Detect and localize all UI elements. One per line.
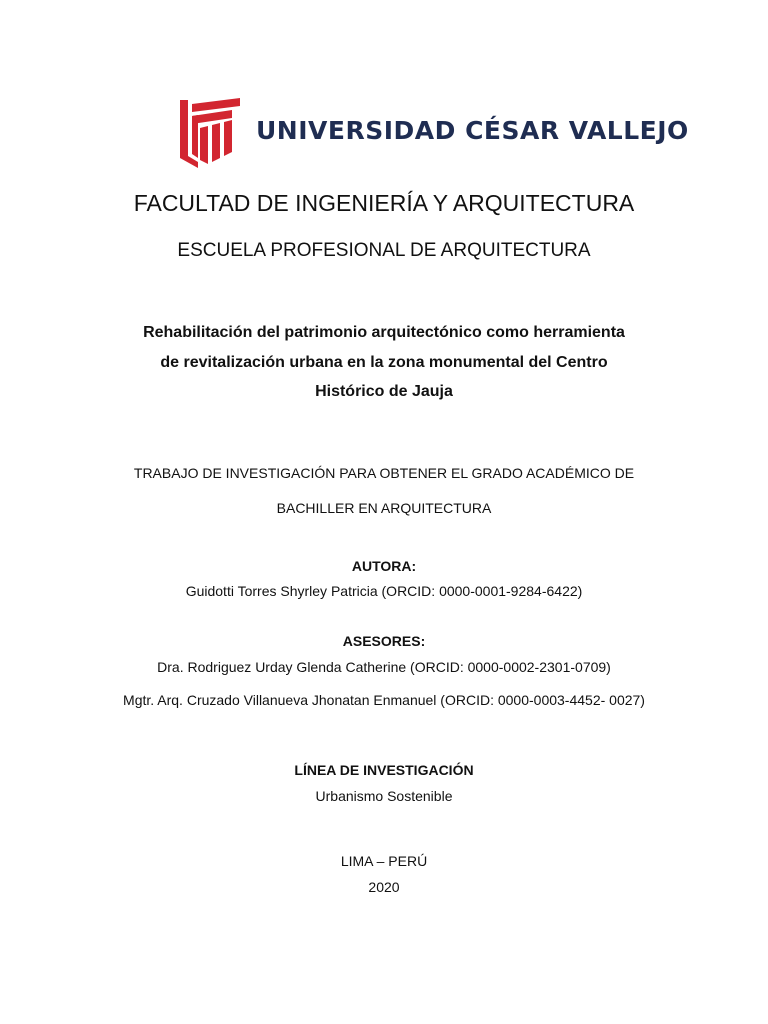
university-logo (178, 96, 689, 168)
advisors-label: ASESORES: (342, 633, 426, 649)
degree-line: TRABAJO DE INVESTIGACIÓN PARA OBTENER EL GRADO ACADÉMICO DE (133, 465, 635, 481)
university-name: UNIVERSIDAD CÉSAR VALLEJO (256, 116, 689, 145)
thesis-title-line: de revitalización urbana en la zona monumental del Centro (160, 353, 608, 371)
faculty-heading: FACULTAD DE INGENIERÍA Y ARQUITECTURA (133, 190, 635, 216)
advisor-name: Mgtr. Arq. Cruzado Villanueva Jhonatan Enmanuel (ORCID: 0000-0003-4452- 0027) (123, 692, 645, 708)
research-line-value: Urbanismo Sostenible (315, 788, 453, 804)
thesis-title-line: Histórico de Jauja (315, 383, 453, 400)
degree-line: BACHILLER EN ARQUITECTURA (276, 500, 492, 516)
thesis-title (0, 318, 768, 407)
author-name: Guidotti Torres Shyrley Patricia (ORCID: 0000-0001-9284-6422) (185, 583, 583, 599)
school-heading: ESCUELA PROFESIONAL DE ARQUITECTURA (177, 240, 591, 261)
ucv-shield-icon (178, 96, 242, 168)
author-label: AUTORA: (351, 558, 417, 574)
research-line-label: LÍNEA DE INVESTIGACIÓN (294, 762, 474, 778)
thesis-title-line: Rehabilitación del patrimonio arquitectónico como herramienta (143, 324, 625, 341)
advisor-name: Dra. Rodriguez Urday Glenda Catherine (ORCID: 0000-0002-2301-0709) (157, 659, 611, 675)
degree-statement (0, 456, 768, 526)
year: 2020 (368, 879, 400, 895)
city-country: LIMA – PERÚ (340, 853, 428, 869)
